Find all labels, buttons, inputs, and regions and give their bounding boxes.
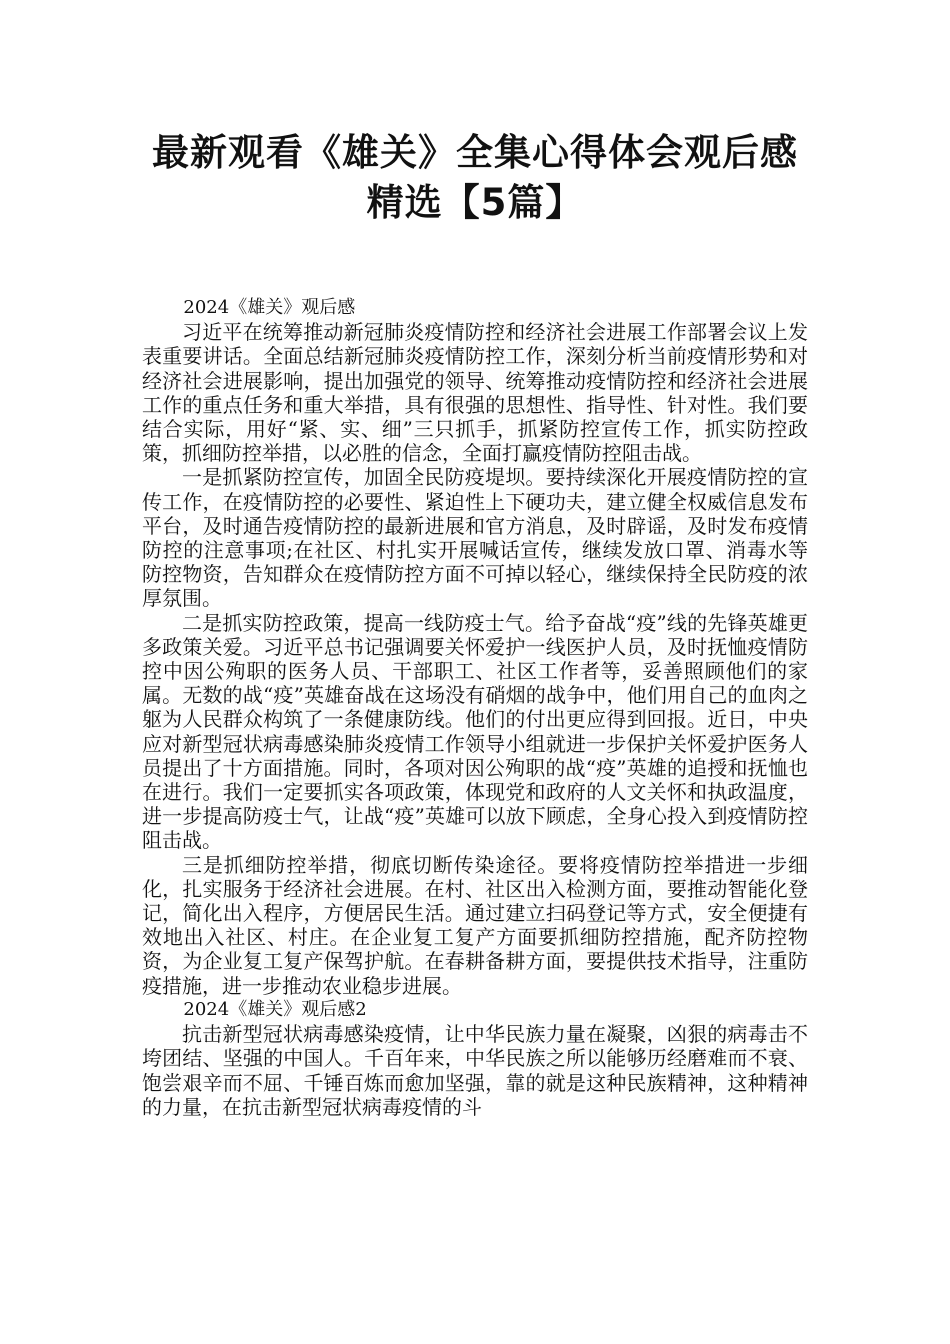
body-paragraph: 一是抓紧防控宣传，加固全民防疫堤坝。要持续深化开展疫情防控的宣传工作，在疫情防控的必要性、紧迫性上下硬功夫，建立健全权威信息发布平台，及时通告疫情防控的最新进展和官方消息，及时辟谣，及时发布疫情防控的注意事项;在社区、村扎实开展喊话宣传，继续发放口罩、消毒水等防控物资，告知群众在疫情防控方面不可掉以轻心，继续保持全民防疫的浓厚氛围。 [142, 465, 808, 611]
section-heading: 2024《雄关》观后感 [183, 297, 356, 318]
body-paragraph: 抗击新型冠状病毒感染疫情，让中华民族力量在凝聚，凶狠的病毒击不垮团结、坚强的中国人。千百年来，中华民族之所以能够历经磨难而不衰、饱尝艰辛而不屈、千锤百炼而愈加坚强，靠的就是这种民族精神，这种精神的力量，在抗击新型冠状病毒疫情的斗 [142, 1022, 808, 1119]
body-paragraph: 二是抓实防控政策，提高一线防疫士气。给予奋战“疫”线的先锋英雄更多政策关爱。习近平总书记强调要关怀爱护一线医护人员，及时抚恤疫情防控中因公殉职的医务人员、干部职工、社区工作者等，妥善照顾他们的家属。无数的战“疫”英雄奋战在这场没有硝烟的战争中，他们用自己的血肉之躯为人民群众构筑了一条健康防线。他们的付出更应得到回报。近日，中央应对新型冠状病毒感染肺炎疫情工作领导小组就进一步保护关怀爱护医务人员提出了十方面措施。同时，各项对因公殉职的战“疫”英雄的追授和抚恤也在进行。我们一定要抓实各项政策，体现党和政府的人文关怀和执政温度，进一步提高防疫士气，让战“疫”英雄可以放下顾虑，全身心投入到疫情防控阻击战。 [142, 610, 808, 853]
section-heading: 2024《雄关》观后感2 [183, 998, 367, 1020]
document-title-line-2: 精选【5篇】 [366, 181, 584, 224]
document-body [142, 296, 808, 1119]
body-paragraph: 习近平在统筹推动新冠肺炎疫情防控和经济社会进展工作部署会议上发表重要讲话。全面总结新冠肺炎疫情防控工作，深刻分析当前疫情形势和对经济社会进展影响，提出加强党的领导、统筹推动疫情防控和经济社会进展工作的重点任务和重大举措，具有很强的思想性、指导性、针对性。我们要结合实际，用好“紧、实、细”三只抓手，抓紧防控宣传工作，抓实防控政策，抓细防控举措，以必胜的信念，全面打赢疫情防控阻击战。 [142, 320, 808, 466]
body-paragraph: 三是抓细防控举措，彻底切断传染途径。要将疫情防控举措进一步细化，扎实服务于经济社会进展。在村、社区出入检测方面，要推动智能化登记，简化出入程序，方便居民生活。通过建立扫码登记等方式，安全便捷有效地出入社区、村庄。在企业复工复产方面要抓细防控措施，配齐防控物资，为企业复工复产保驾护航。在春耕备耕方面，要提供技术指导，注重防疫措施，进一步推动农业稳步进展。 [142, 852, 808, 998]
document-title-line-1: 最新观看《雄关》全集心得体会观后感 [152, 131, 798, 174]
